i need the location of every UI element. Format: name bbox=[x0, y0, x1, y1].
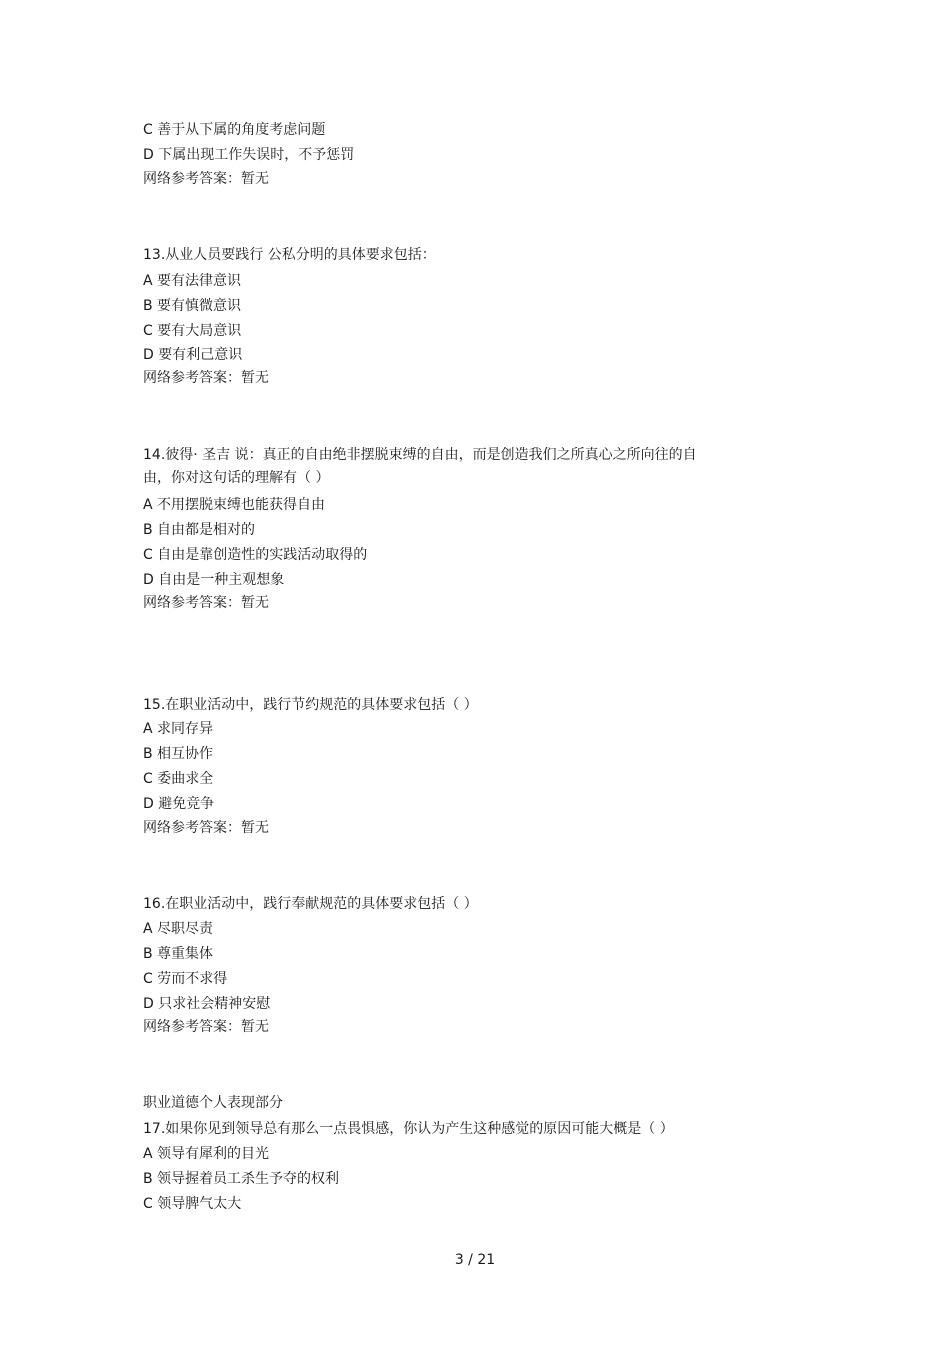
option-a: A 不用摆脱束缚也能获得自由 bbox=[143, 497, 326, 513]
question-14-text-line1: 14.彼得· 圣吉 说：真正的自由绝非摆脱束缚的自由，而是创造我们之所真心之所向往的自 bbox=[143, 447, 697, 463]
option-b: B 领导握着员工杀生予夺的权利 bbox=[143, 1171, 340, 1187]
option-c: C 善于从下属的角度考虑问题 bbox=[143, 122, 326, 138]
option-a: A 要有法律意识 bbox=[143, 273, 242, 289]
option-b: B 要有慎微意识 bbox=[143, 298, 242, 314]
question-16-text: 16.在职业活动中，践行奉献规范的具体要求包括（ ） bbox=[143, 896, 478, 912]
option-c: C 委曲求全 bbox=[143, 771, 214, 787]
option-d: D 要有利己意识 bbox=[143, 347, 243, 363]
option-a: A 领导有犀利的目光 bbox=[143, 1146, 270, 1162]
question-15-text: 15.在职业活动中，践行节约规范的具体要求包括（ ） bbox=[143, 697, 478, 713]
option-c: C 自由是靠创造性的实践活动取得的 bbox=[143, 547, 368, 563]
option-d: D 避免竞争 bbox=[143, 796, 215, 812]
section-heading: 职业道德个人表现部分 bbox=[143, 1095, 283, 1111]
answer-line: 网络参考答案：暂无 bbox=[143, 820, 269, 836]
question-14-text-line2: 由，你对这句话的理解有（ ） bbox=[143, 470, 330, 486]
question-13-text: 13.从业人员要践行 公私分明的具体要求包括： bbox=[143, 247, 436, 263]
option-c: C 领导脾气太大 bbox=[143, 1196, 242, 1212]
answer-line: 网络参考答案：暂无 bbox=[143, 1019, 269, 1035]
option-b: B 尊重集体 bbox=[143, 946, 214, 962]
option-a: A 尽职尽责 bbox=[143, 921, 214, 937]
question-17-text: 17.如果你见到领导总有那么一点畏惧感，你认为产生这种感觉的原因可能大概是（ ） bbox=[143, 1121, 674, 1137]
answer-line: 网络参考答案：暂无 bbox=[143, 171, 269, 187]
option-d: D 只求社会精神安慰 bbox=[143, 996, 271, 1012]
option-d: D 下属出现工作失误时，不予惩罚 bbox=[143, 147, 355, 163]
option-c: C 要有大局意识 bbox=[143, 323, 242, 339]
option-c: C 劳而不求得 bbox=[143, 971, 228, 987]
option-d: D 自由是一种主观想象 bbox=[143, 572, 285, 588]
option-b: B 相互协作 bbox=[143, 746, 214, 762]
answer-line: 网络参考答案：暂无 bbox=[143, 595, 269, 611]
option-b: B 自由都是相对的 bbox=[143, 522, 256, 538]
page-number: 3 / 21 bbox=[454, 1252, 496, 1268]
option-a: A 求同存异 bbox=[143, 721, 214, 737]
answer-line: 网络参考答案：暂无 bbox=[143, 370, 269, 386]
